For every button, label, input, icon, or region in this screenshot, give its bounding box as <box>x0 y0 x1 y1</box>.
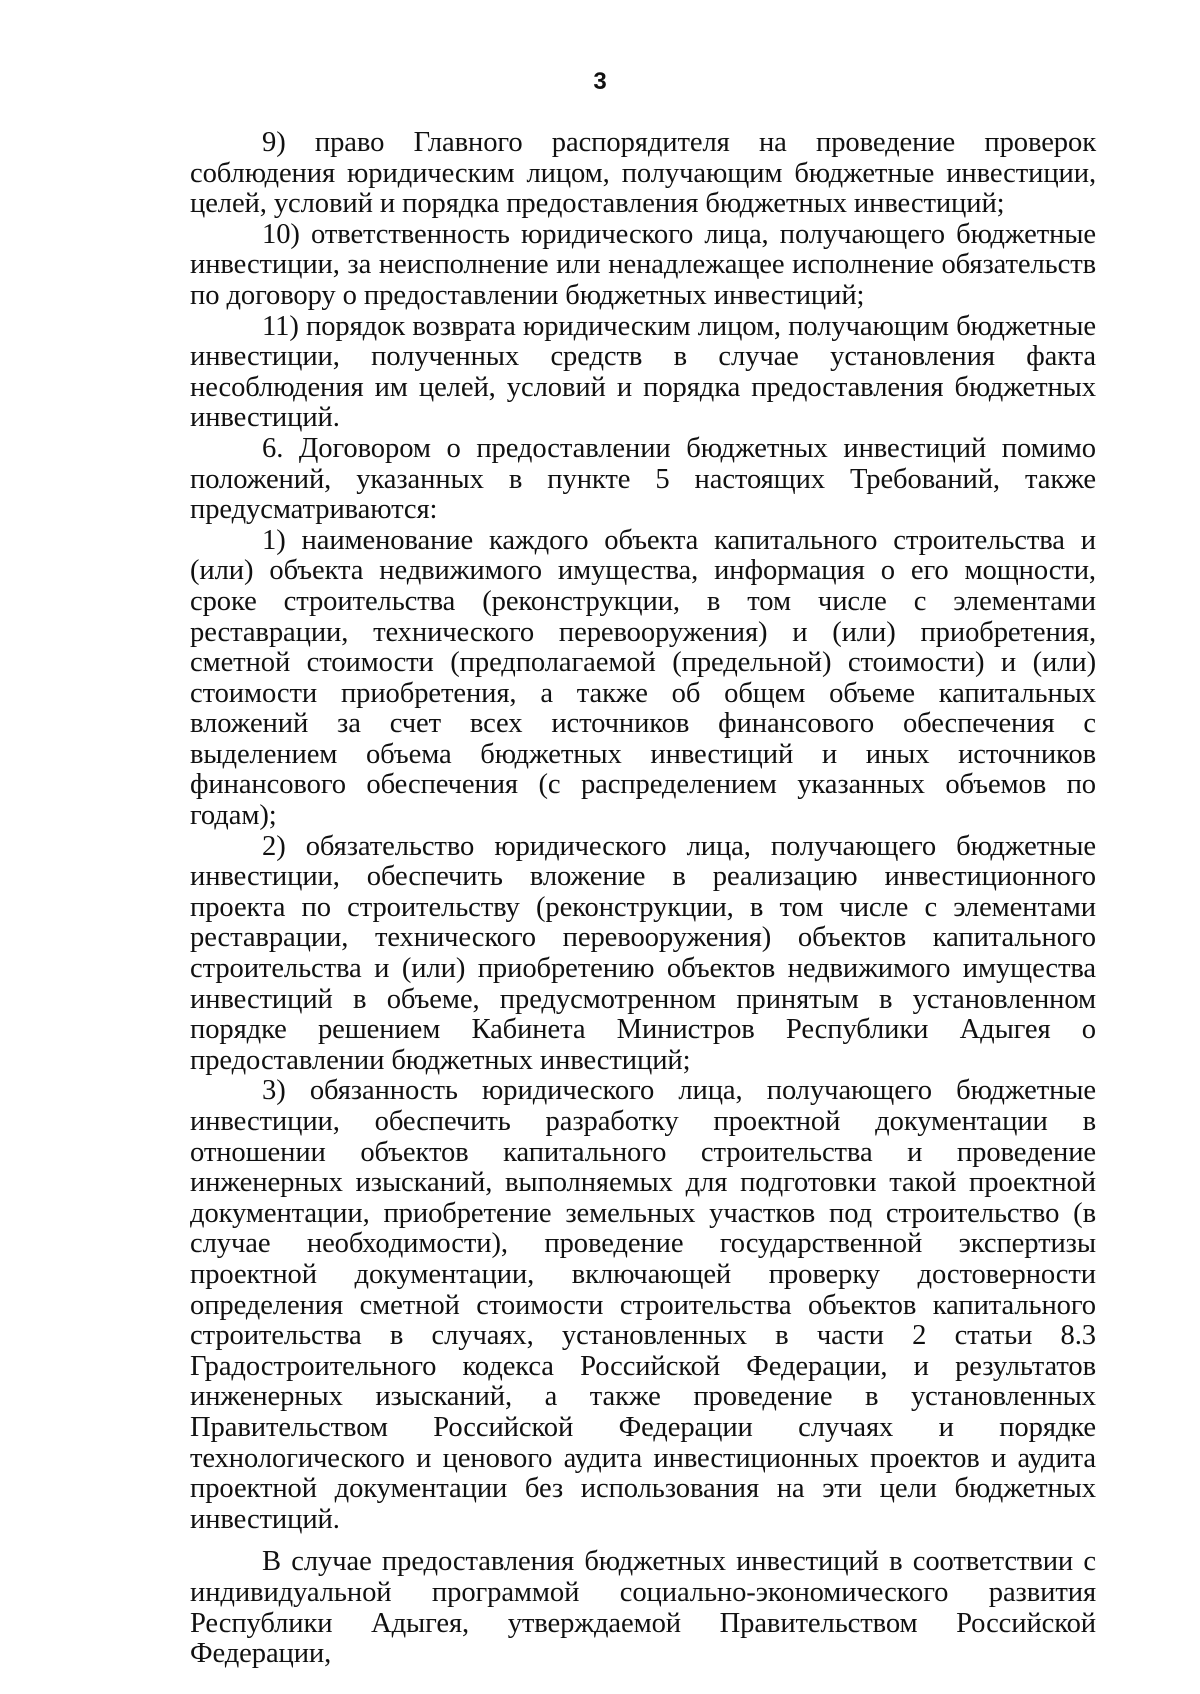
paragraph-individual-program: В случае предоставления бюджетных инвестиций в соответствии с индивидуальной программой социально-экономического развития Республики Адыгея, утверждаемой Правительством Российской Федерации, <box>190 1546 1096 1670</box>
paragraph-item-11: 11) порядок возврата юридическим лицом, получающим бюджетные инвестиции, полученных средств в случае установления факта несоблюдения им целей, условий и порядка предоставления бюджетных инвестиций. <box>190 310 1096 434</box>
paragraph-item-9: 9) право Главного распорядителя на проведение проверок соблюдения юридическим лицом, получающим бюджетные инвестиции, целей, условий и порядка предоставления бюджетных инвестиций; <box>190 127 1096 220</box>
paragraph-item-10: 10) ответственность юридического лица, получающего бюджетные инвестиции, за неисполнение или ненадлежащее исполнение обязательств по договору о предоставлении бюджетных инвестиций; <box>190 218 1096 311</box>
paragraph-subitem-3: 3) обязанность юридического лица, получающего бюджетные инвестиции, обеспечить разработку проектной документации в отношении объектов капитального строительства и проведение инженерных изысканий, выполняемых для подготовки такой проектной документации, приобретение земельных участков под строительство (в случае необходимости), проведение государственной экспертизы проектной документации, включающей проверку достоверности определения сметной стоимости строительства объектов капитального строительства в случаях, установленных в части 2 статьи 8.3 Градостроительного кодекса Российской Федерации, и результатов инженерных изысканий, а также проведение в установленных Правительством Российской Федерации случаях и порядке технологического и ценового аудита инвестиционных проектов и аудита проектной документации без использования на эти цели бюджетных инвестиций. <box>190 1075 1096 1535</box>
paragraph-clause-6: 6. Договором о предоставлении бюджетных инвестиций помимо положений, указанных в пункте 5 настоящих Требований, также предусматриваются: <box>190 432 1096 526</box>
page-number: 3 <box>593 68 607 95</box>
paragraph-subitem-2: 2) обязательство юридического лица, получающего бюджетные инвестиции, обеспечить вложение в реализацию инвестиционного проекта по строительству (реконструкции, в том числе с элементами реставрации, технического перевооружения) объектов капитального строительства и (или) приобретению объектов недвижимого имущества инвестиций в объеме, предусмотренном принятым в установленном порядке решением Кабинета Министров Республики Адыгея о предоставлении бюджетных инвестиций; <box>190 830 1096 1076</box>
paragraph-subitem-1: 1) наименование каждого объекта капитального строительства и (или) объекта недвижимого имущества, информация о его мощности, сроке строительства (реконструкции, в том числе с элементами реставрации, технического перевооружения) и (или) приобретения, сметной стоимости (предполагаемой (предельной) стоимости) и (или) стоимости приобретения, а также об общем объеме капитальных вложений за счет всех источников финансового обеспечения с выделением объема бюджетных инвестиций и иных источников финансового обеспечения (с распределением указанных объемов по годам); <box>190 524 1096 832</box>
document-body <box>190 128 1096 1670</box>
